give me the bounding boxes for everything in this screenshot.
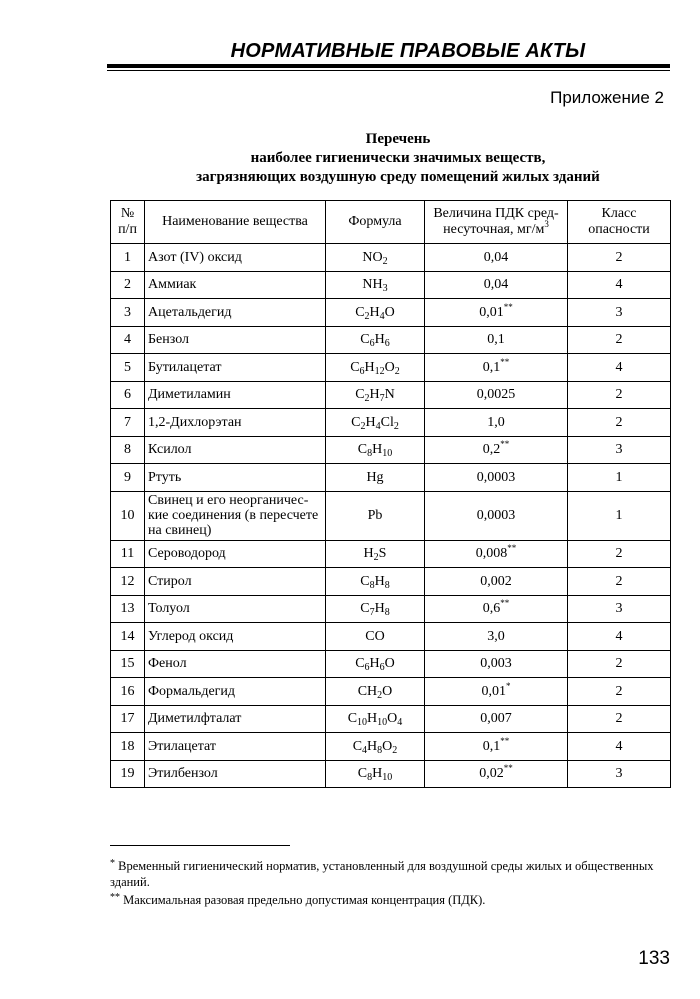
substance-formula xyxy=(326,271,425,299)
formula-element: H xyxy=(365,414,376,430)
substance-name: Этилбензол xyxy=(145,760,326,788)
formula-subscript: 8 xyxy=(369,579,375,591)
pdk-value xyxy=(425,409,568,437)
formula-element: H xyxy=(374,601,385,617)
page-number: 133 xyxy=(638,948,670,969)
pdk-value xyxy=(425,464,568,492)
pdk-value xyxy=(425,271,568,299)
substance-formula xyxy=(326,540,425,568)
row-number: 13 xyxy=(111,595,145,623)
row-number: 19 xyxy=(111,760,145,788)
formula-subscript: 4 xyxy=(362,744,368,756)
substance-name: Толуол xyxy=(145,595,326,623)
formula-element: O xyxy=(384,304,395,320)
table-body xyxy=(111,244,671,788)
hazard-class: 4 xyxy=(568,271,671,299)
substance-formula xyxy=(326,623,425,651)
table-row xyxy=(111,650,671,678)
formula-subscript: 10 xyxy=(377,717,388,729)
formula-element: H xyxy=(364,359,375,375)
pdk-value xyxy=(425,299,568,327)
formula-element: H xyxy=(367,711,378,727)
row-number: 14 xyxy=(111,623,145,651)
pdk-value-number: 0,01 xyxy=(479,304,504,320)
formula-element: C xyxy=(352,738,363,754)
substance-formula xyxy=(326,760,425,788)
hazard-class: 4 xyxy=(568,733,671,761)
table-row xyxy=(111,326,671,354)
pdk-value xyxy=(425,760,568,788)
pdk-value-number: 0,1 xyxy=(482,359,501,375)
substance-formula xyxy=(326,381,425,409)
pdk-footnote-mark: ** xyxy=(503,763,513,774)
pdk-value-number: 0,01 xyxy=(481,683,506,699)
pdk-value xyxy=(425,354,568,382)
header-num-line-1: № xyxy=(120,206,135,221)
formula-subscript: 8 xyxy=(377,744,383,756)
document-title-line-3: загрязняющих воздушную среду помещений жилых зданий xyxy=(196,169,600,185)
pdk-value-number: 0,0003 xyxy=(476,508,516,523)
substance-name xyxy=(145,491,326,540)
hazard-class: 3 xyxy=(568,299,671,327)
pdk-value-number: 0,0003 xyxy=(476,469,516,485)
hazard-class: 4 xyxy=(568,354,671,382)
pdk-value xyxy=(425,491,568,540)
row-number: 11 xyxy=(111,540,145,568)
table-row xyxy=(111,244,671,272)
row-number: 12 xyxy=(111,568,145,596)
formula-subscript: 3 xyxy=(382,283,388,295)
hazard-class: 1 xyxy=(568,491,671,540)
pdk-value-number: 0,003 xyxy=(480,656,512,672)
table-row xyxy=(111,271,671,299)
table-row xyxy=(111,623,671,651)
formula-subscript: 10 xyxy=(382,448,393,460)
formula-subscript: 12 xyxy=(374,365,385,377)
substance-formula xyxy=(326,568,425,596)
formula-element: O xyxy=(382,683,393,699)
table-row xyxy=(111,733,671,761)
pdk-footnote-mark: ** xyxy=(500,439,510,450)
substance-name: Формальдегид xyxy=(145,678,326,706)
substance-formula xyxy=(326,299,425,327)
pdk-value xyxy=(425,326,568,354)
table-row xyxy=(111,409,671,437)
footnote-1-text: Временный гигиенический норматив, установленный для воздушной среды жилых и общественных зданий. xyxy=(110,859,654,889)
table-row xyxy=(111,595,671,623)
substance-formula xyxy=(326,650,425,678)
formula-element: H xyxy=(374,332,385,348)
table-row xyxy=(111,540,671,568)
formula-element: O xyxy=(372,249,383,265)
pdk-value-number: 0,1 xyxy=(487,332,505,348)
table-row xyxy=(111,464,671,492)
row-number: 2 xyxy=(111,271,145,299)
pdk-value-number: 0,2 xyxy=(482,442,501,458)
substance-formula xyxy=(326,409,425,437)
formula-subscript: 7 xyxy=(379,393,385,405)
formula-subscript: 4 xyxy=(379,310,385,322)
header-value-unit-sup: 3 xyxy=(544,219,549,229)
header-value xyxy=(425,201,568,244)
pdk-value xyxy=(425,623,568,651)
formula-element: O xyxy=(382,738,393,754)
hazard-class: 2 xyxy=(568,650,671,678)
formula-subscript: 7 xyxy=(369,607,375,619)
hazard-class: 2 xyxy=(568,678,671,706)
substance-name: Ксилол xyxy=(145,436,326,464)
formula-subscript: 6 xyxy=(359,365,365,377)
table-row xyxy=(111,299,671,327)
formula-element: O xyxy=(384,656,395,672)
formula-subscript: 2 xyxy=(364,393,370,405)
formula-subscript: 6 xyxy=(364,662,370,674)
table-row xyxy=(111,760,671,788)
footnote-2-mark: ** xyxy=(110,892,120,903)
row-number: 18 xyxy=(111,733,145,761)
pdk-value-number: 0,04 xyxy=(483,277,509,293)
table-row xyxy=(111,678,671,706)
substance-name-line: на свинец) xyxy=(148,523,212,538)
formula-subscript: 4 xyxy=(397,717,403,729)
formula-element: C xyxy=(347,711,358,727)
footnote-1-mark: * xyxy=(110,858,115,869)
pdk-value xyxy=(425,678,568,706)
hazard-class: 2 xyxy=(568,705,671,733)
pdk-footnote-mark: ** xyxy=(507,543,517,554)
hazard-class: 4 xyxy=(568,623,671,651)
substance-name: Этилацетат xyxy=(145,733,326,761)
document-title xyxy=(120,130,676,187)
pdk-value xyxy=(425,540,568,568)
formula-element: C xyxy=(355,304,365,320)
header-value-unit: несуточная, мг/м xyxy=(443,222,545,237)
substance-formula xyxy=(326,354,425,382)
hazard-class: 3 xyxy=(568,436,671,464)
formula-element: H xyxy=(363,546,374,562)
formula-element: H xyxy=(374,573,385,589)
pdk-value-number: 0,0025 xyxy=(476,387,516,403)
pdk-value-number: 0,008 xyxy=(475,546,508,562)
formula-element: H xyxy=(369,656,380,672)
formula-subscript: 10 xyxy=(357,717,368,729)
substance-name: Бутилацетат xyxy=(145,354,326,382)
formula-subscript: 6 xyxy=(379,662,385,674)
substance-formula xyxy=(326,464,425,492)
pdk-value xyxy=(425,568,568,596)
substances-table xyxy=(110,200,671,788)
pdk-footnote-mark: ** xyxy=(503,301,513,312)
formula-element: O xyxy=(387,711,398,727)
formula-element: C xyxy=(351,414,361,430)
formula-subscript: 6 xyxy=(369,338,375,350)
formula-element: C xyxy=(357,766,368,782)
footnotes xyxy=(110,856,680,908)
formula-subscript: 2 xyxy=(364,310,370,322)
formula-element: C xyxy=(355,656,365,672)
pdk-value-number: 0,02 xyxy=(479,766,504,782)
pdk-footnote-mark: ** xyxy=(500,735,510,746)
substance-name: Стирол xyxy=(145,568,326,596)
row-number: 16 xyxy=(111,678,145,706)
formula-subscript: 2 xyxy=(377,689,383,701)
header-formula: Формула xyxy=(326,201,425,244)
substance-name: Диметилфталат xyxy=(145,705,326,733)
section-header-title: НОРМАТИВНЫЕ ПРАВОВЫЕ АКТЫ xyxy=(230,40,586,62)
header-rule-thin xyxy=(107,70,670,71)
row-number: 9 xyxy=(111,464,145,492)
pdk-value xyxy=(425,595,568,623)
row-number: 17 xyxy=(111,705,145,733)
pdk-footnote-mark: * xyxy=(506,680,511,691)
row-number: 8 xyxy=(111,436,145,464)
substance-name: Ацетальдегид xyxy=(145,299,326,327)
row-number: 6 xyxy=(111,381,145,409)
substance-name: Диметиламин xyxy=(145,381,326,409)
header-class: Класс опасности xyxy=(568,201,671,244)
header-num-line-2: п/п xyxy=(118,222,137,237)
formula-subscript: 8 xyxy=(384,607,390,619)
substance-name: 1,2-Дихлорэтан xyxy=(145,409,326,437)
pdk-footnote-mark: ** xyxy=(500,598,510,609)
table-row xyxy=(111,568,671,596)
formula-element: C xyxy=(360,573,370,589)
formula-element: H xyxy=(369,304,380,320)
footnote-2-text: Максимальная разовая предельно допустимая концентрация (ПДК). xyxy=(123,893,486,907)
substance-name: Углерод оксид xyxy=(145,623,326,651)
row-number: 5 xyxy=(111,354,145,382)
formula-element: N xyxy=(362,277,373,293)
formula-subscript: 8 xyxy=(367,448,373,460)
pdk-value xyxy=(425,244,568,272)
formula-element: C xyxy=(357,442,368,458)
header-rule-thick xyxy=(107,64,670,68)
formula-element: Cl xyxy=(380,414,394,430)
substance-formula xyxy=(326,244,425,272)
formula-element: C xyxy=(360,332,370,348)
substance-formula xyxy=(326,678,425,706)
substance-name-line: Свинец и его неорганичес- xyxy=(148,493,309,508)
document-title-line-1: Перечень xyxy=(365,131,431,147)
table-row xyxy=(111,381,671,409)
pdk-value xyxy=(425,705,568,733)
formula-subscript: 4 xyxy=(375,420,381,432)
formula-element: CO xyxy=(365,628,385,644)
row-number: 1 xyxy=(111,244,145,272)
formula-element: H xyxy=(372,277,383,293)
header-value-line-1: Величина ПДК сред- xyxy=(433,206,559,221)
formula-element: C xyxy=(355,387,365,403)
formula-subscript: 2 xyxy=(360,420,366,432)
formula-subscript: 8 xyxy=(384,579,390,591)
formula-element: Pb xyxy=(367,508,383,523)
formula-subscript: 8 xyxy=(367,772,373,784)
row-number: 3 xyxy=(111,299,145,327)
substance-formula xyxy=(326,491,425,540)
hazard-class: 2 xyxy=(568,540,671,568)
hazard-class: 3 xyxy=(568,760,671,788)
row-number: 7 xyxy=(111,409,145,437)
pdk-value-number: 0,6 xyxy=(482,601,501,617)
substance-name: Аммиак xyxy=(145,271,326,299)
hazard-class: 1 xyxy=(568,464,671,492)
hazard-class: 3 xyxy=(568,595,671,623)
hazard-class: 2 xyxy=(568,244,671,272)
formula-subscript: 2 xyxy=(373,552,379,564)
formula-element: Hg xyxy=(366,469,384,485)
formula-element: H xyxy=(372,766,383,782)
formula-element: H xyxy=(369,387,380,403)
footnote-rule xyxy=(110,845,290,846)
appendix-label: Приложение 2 xyxy=(550,88,664,107)
header-value-line-2 xyxy=(428,219,564,238)
footnote-1 xyxy=(110,856,680,890)
pdk-value-number: 0,002 xyxy=(480,573,512,589)
substance-formula xyxy=(326,733,425,761)
formula-element: N xyxy=(384,387,395,403)
formula-element: O xyxy=(384,359,395,375)
formula-subscript: 2 xyxy=(394,365,400,377)
row-number: 15 xyxy=(111,650,145,678)
formula-element: CH xyxy=(357,683,378,699)
formula-element: N xyxy=(362,249,373,265)
table-row xyxy=(111,491,671,540)
substance-name: Азот (IV) оксид xyxy=(145,244,326,272)
pdk-value-number: 1,0 xyxy=(487,414,505,430)
pdk-value xyxy=(425,381,568,409)
pdk-value-number: 3,0 xyxy=(487,628,505,644)
substance-name: Сероводород xyxy=(145,540,326,568)
hazard-class: 2 xyxy=(568,409,671,437)
pdk-value xyxy=(425,733,568,761)
pdk-value-number: 0,1 xyxy=(482,738,501,754)
row-number: 10 xyxy=(111,491,145,540)
header-name: Наименование вещества xyxy=(145,201,326,244)
table-row xyxy=(111,705,671,733)
table-row xyxy=(111,354,671,382)
substance-name: Бензол xyxy=(145,326,326,354)
substance-formula xyxy=(326,705,425,733)
hazard-class: 2 xyxy=(568,381,671,409)
pdk-value xyxy=(425,650,568,678)
substance-name: Фенол xyxy=(145,650,326,678)
pdk-value-number: 0,007 xyxy=(480,711,512,727)
table-row xyxy=(111,436,671,464)
header-num xyxy=(111,201,145,244)
formula-subscript: 6 xyxy=(384,338,390,350)
substance-name: Ртуть xyxy=(145,464,326,492)
formula-subscript: 10 xyxy=(382,772,393,784)
substance-name-line: кие соединения (в пересчете xyxy=(148,508,319,523)
formula-subscript: 2 xyxy=(382,255,388,267)
formula-element: H xyxy=(367,738,378,754)
row-number: 4 xyxy=(111,326,145,354)
pdk-value xyxy=(425,436,568,464)
substance-formula xyxy=(326,326,425,354)
substance-formula xyxy=(326,595,425,623)
substance-formula xyxy=(326,436,425,464)
hazard-class: 2 xyxy=(568,326,671,354)
pdk-footnote-mark: ** xyxy=(500,356,510,367)
formula-subscript: 2 xyxy=(392,744,398,756)
formula-element: C xyxy=(360,601,370,617)
formula-element: S xyxy=(378,546,387,562)
formula-element: H xyxy=(372,442,383,458)
hazard-class: 2 xyxy=(568,568,671,596)
table-header-row xyxy=(111,201,671,244)
formula-element: C xyxy=(350,359,360,375)
formula-subscript: 2 xyxy=(393,420,399,432)
document-title-line-2: наиболее гигиенически значимых веществ, xyxy=(250,150,546,166)
footnote-2 xyxy=(110,890,680,908)
pdk-value-number: 0,04 xyxy=(483,249,509,265)
